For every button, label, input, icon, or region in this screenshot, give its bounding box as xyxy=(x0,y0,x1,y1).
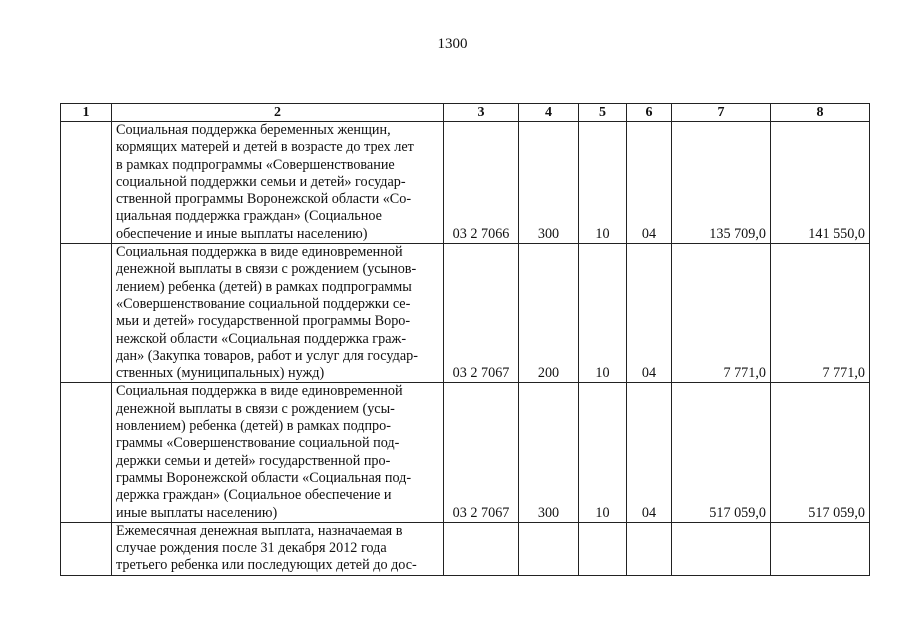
description-line: иные выплаты населению) xyxy=(116,504,278,521)
description-cell xyxy=(112,244,444,383)
amount-column-8: 141 550,0 xyxy=(771,122,870,244)
description-line: циальная поддержка граждан» (Социальное xyxy=(116,208,382,225)
description-line: Ежемесячная денежная выплата, назначаемая в xyxy=(116,522,403,539)
page-number: 1300 xyxy=(437,36,468,52)
header-cell-7: 7 xyxy=(672,104,771,122)
description-line: Социальная поддержка в виде единовременной xyxy=(116,383,403,400)
description-line: в рамках подпрограммы «Совершенствование xyxy=(116,156,395,173)
expense-type-code: 300 xyxy=(519,122,579,244)
target-article-code xyxy=(444,522,519,575)
header-cell-1: 1 xyxy=(61,104,112,122)
header-cell-4: 4 xyxy=(519,104,579,122)
description-line: ственных (муниципальных) нужд) xyxy=(116,365,325,382)
row-index-cell xyxy=(61,244,112,383)
target-article-code: 03 2 7067 xyxy=(444,244,519,383)
description-line: держки семьи и детей» государственной про- xyxy=(116,452,391,469)
description-line: граммы «Совершенствование социальной под- xyxy=(116,435,400,452)
description-line: граммы Воронежской области «Социальная под- xyxy=(116,469,412,486)
section-code xyxy=(579,522,627,575)
description-line: кормящих матерей и детей в возрасте до трех лет xyxy=(116,139,414,156)
description-cell xyxy=(112,383,444,522)
section-code: 10 xyxy=(579,122,627,244)
row-index-cell xyxy=(61,522,112,575)
description-line: случае рождения после 31 декабря 2012 года xyxy=(116,540,387,557)
table-row xyxy=(61,122,870,244)
header-cell-8: 8 xyxy=(771,104,870,122)
description-line: Социальная поддержка беременных женщин, xyxy=(116,122,391,138)
subsection-code xyxy=(627,522,672,575)
amount-column-7: 135 709,0 xyxy=(672,122,771,244)
amount-column-7 xyxy=(672,522,771,575)
description-cell xyxy=(112,122,444,244)
amount-column-8: 517 059,0 xyxy=(771,383,870,522)
description-line: новлением) ребенка (детей) в рамках подпро- xyxy=(116,418,391,435)
header-cell-6: 6 xyxy=(627,104,672,122)
target-article-code: 03 2 7066 xyxy=(444,122,519,244)
target-article-code: 03 2 7067 xyxy=(444,383,519,522)
subsection-code: 04 xyxy=(627,244,672,383)
amount-column-7: 7 771,0 xyxy=(672,244,771,383)
description-line: «Совершенствование социальной поддержки се- xyxy=(116,295,411,312)
row-index-cell xyxy=(61,122,112,244)
section-code: 10 xyxy=(579,383,627,522)
budget-table xyxy=(60,103,870,576)
description-line: социальной поддержки семьи и детей» государ- xyxy=(116,173,406,190)
subsection-code: 04 xyxy=(627,383,672,522)
header-cell-5: 5 xyxy=(579,104,627,122)
amount-column-8 xyxy=(771,522,870,575)
table-row xyxy=(61,244,870,383)
section-code: 10 xyxy=(579,244,627,383)
row-index-cell xyxy=(61,383,112,522)
description-line: мьи и детей» государственной программы Воро- xyxy=(116,313,411,330)
expense-type-code xyxy=(519,522,579,575)
description-line: денежной выплаты в связи с рождением (усынов- xyxy=(116,261,417,278)
description-cell xyxy=(112,522,444,575)
description-line: дан» (Закупка товаров, работ и услуг для государ- xyxy=(116,347,418,364)
description-line: лением) ребенка (детей) в рамках подпрограммы xyxy=(116,278,412,295)
description-line: Социальная поддержка в виде единовременной xyxy=(116,244,403,261)
table-row xyxy=(61,383,870,522)
description-line: ственной программы Воронежской области «Со- xyxy=(116,191,412,208)
description-line: третьего ребенка или последующих детей до дос- xyxy=(116,557,417,574)
subsection-code: 04 xyxy=(627,122,672,244)
table-header-row xyxy=(61,104,870,122)
table-row-partial xyxy=(61,522,870,575)
description-line: нежской области «Социальная поддержка граж- xyxy=(116,330,407,347)
expense-type-code: 200 xyxy=(519,244,579,383)
amount-column-7: 517 059,0 xyxy=(672,383,771,522)
amount-column-8: 7 771,0 xyxy=(771,244,870,383)
expense-type-code: 300 xyxy=(519,383,579,522)
description-line: обеспечение и иные выплаты населению) xyxy=(116,225,368,242)
description-line: денежной выплаты в связи с рождением (усы- xyxy=(116,400,395,417)
header-cell-3: 3 xyxy=(444,104,519,122)
header-cell-2: 2 xyxy=(112,104,444,122)
description-line: держка граждан» (Социальное обеспечение и xyxy=(116,487,392,504)
